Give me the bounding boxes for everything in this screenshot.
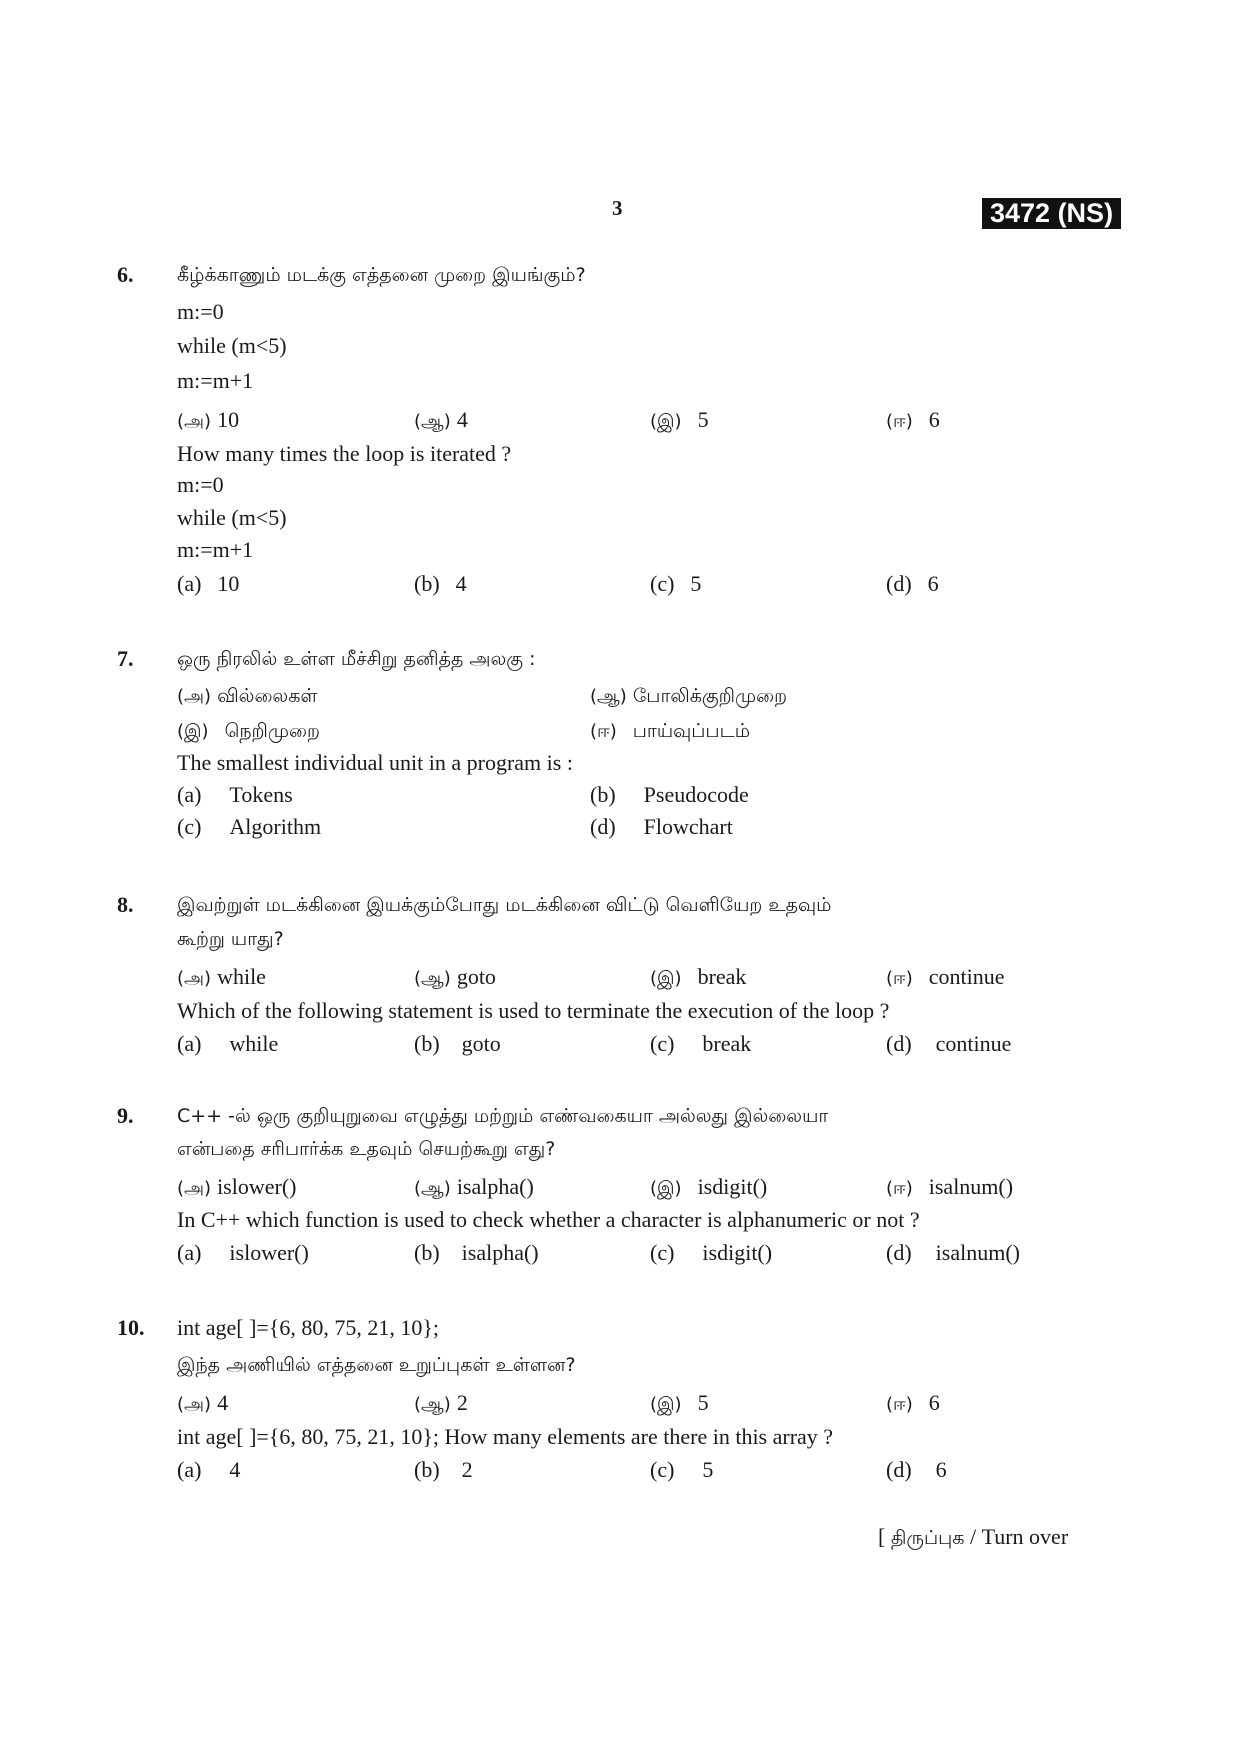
english-option: (b) isalpha() <box>414 1240 539 1265</box>
tamil-option: (ஆ) isalpha() <box>414 1174 534 1199</box>
english-option: (c) Algorithm <box>177 814 322 839</box>
question-number: 9. <box>117 1103 134 1128</box>
english-option: (a) Tokens <box>177 782 293 807</box>
tamil-option: (அ) islower() <box>177 1174 297 1199</box>
english-option: (a) while <box>177 1031 279 1056</box>
question-number: 6. <box>117 262 134 287</box>
footer-english: Turn over <box>981 1524 1069 1549</box>
question-number: 10. <box>117 1315 145 1340</box>
tamil-option: (இ) 5 <box>650 407 709 432</box>
code-line: m:=0 <box>177 472 224 497</box>
tamil-option: (ஈ) continue <box>886 964 1005 989</box>
tamil-option: (இ) 5 <box>650 1390 709 1415</box>
tamil-option: (ஈ) பாய்வுப்படம் <box>590 720 750 742</box>
english-stem: How many times the loop is iterated ? <box>177 441 512 466</box>
english-option: (d) isalnum() <box>886 1240 1020 1265</box>
footer-separator: / <box>969 1524 977 1549</box>
footer-bracket: [ <box>878 1524 886 1549</box>
page-number: 3 <box>612 196 623 220</box>
english-option: (c) isdigit() <box>650 1240 773 1265</box>
tamil-option: (இ) break <box>650 964 747 989</box>
code-line: m:=m+1 <box>177 368 254 393</box>
tamil-stem: என்பதை சரிபார்க்க உதவும் செயற்கூறு எது? <box>177 1138 556 1160</box>
english-option: (a) 10 <box>177 571 240 596</box>
tamil-stem: C++ -ல் ஒரு குறியுறுவை எழுத்து மற்றும் எண்வகையா அல்லது இல்லையா <box>177 1105 829 1127</box>
english-option: (d) continue <box>886 1031 1012 1056</box>
english-stem: int age[ ]={6, 80, 75, 21, 10}; How many elements are there in this array ? <box>177 1424 834 1449</box>
tamil-option: (ஈ) isalnum() <box>886 1174 1014 1199</box>
code-line: while (m<5) <box>177 333 287 358</box>
tamil-stem: இந்த அணியில் எத்தனை உறுப்புகள் உள்ளன? <box>177 1354 576 1376</box>
tamil-option: (இ) isdigit() <box>650 1174 768 1199</box>
tamil-stem: இவற்றுள் மடக்கினை இயக்கும்போது மடக்கினை விட்டு வெளியேற உதவும் <box>177 894 832 916</box>
tamil-option: (அ) வில்லைகள் <box>177 685 318 707</box>
tamil-option: (அ) while <box>177 964 266 989</box>
tamil-option: (இ) நெறிமுறை <box>177 720 320 742</box>
tamil-option: (ஆ) goto <box>414 964 496 989</box>
english-option: (b) Pseudocode <box>590 782 749 807</box>
code-line: while (m<5) <box>177 505 287 530</box>
english-stem: In C++ which function is used to check whether a character is alphanumeric or not ? <box>177 1207 920 1232</box>
english-option: (b) goto <box>414 1031 501 1056</box>
tamil-option: (ஆ) 4 <box>414 407 468 432</box>
footer-tamil: திருப்புக <box>890 1527 965 1549</box>
tamil-option: (ஈ) 6 <box>886 407 940 432</box>
tamil-option: (ஆ) போலிக்குறிமுறை <box>590 685 788 707</box>
question-number: 8. <box>117 892 134 917</box>
english-option: (b) 4 <box>414 571 467 596</box>
paper-code-badge: 3472 (NS) <box>982 198 1121 229</box>
tamil-option: (அ) 4 <box>177 1390 229 1415</box>
tamil-stem: ஒரு நிரலில் உள்ள மீச்சிறு தனித்த அலகு : <box>177 648 536 670</box>
english-option: (c) break <box>650 1031 752 1056</box>
tamil-option: (ஈ) 6 <box>886 1390 940 1415</box>
english-option: (d) 6 <box>886 571 939 596</box>
english-option: (a) islower() <box>177 1240 309 1265</box>
english-option: (b) 2 <box>414 1457 473 1482</box>
tamil-option: (அ) 10 <box>177 407 240 432</box>
code-line: m:=0 <box>177 299 224 324</box>
english-option: (c) 5 <box>650 571 702 596</box>
tamil-stem: கூற்று யாது? <box>177 928 284 950</box>
english-option: (d) 6 <box>886 1457 947 1482</box>
english-option: (c) 5 <box>650 1457 714 1482</box>
turn-over-note <box>878 1524 1068 1552</box>
question-number: 7. <box>117 646 134 671</box>
code-line: int age[ ]={6, 80, 75, 21, 10}; <box>177 1315 440 1340</box>
tamil-stem: கீழ்க்காணும் மடக்கு எத்தனை முறை இயங்கும்? <box>177 264 586 286</box>
english-stem: Which of the following statement is used to terminate the execution of the loop ? <box>177 998 890 1023</box>
code-line: m:=m+1 <box>177 537 254 562</box>
english-option: (a) 4 <box>177 1457 241 1482</box>
english-stem: The smallest individual unit in a program is : <box>177 750 573 775</box>
tamil-option: (ஆ) 2 <box>414 1390 468 1415</box>
english-option: (d) Flowchart <box>590 814 733 839</box>
